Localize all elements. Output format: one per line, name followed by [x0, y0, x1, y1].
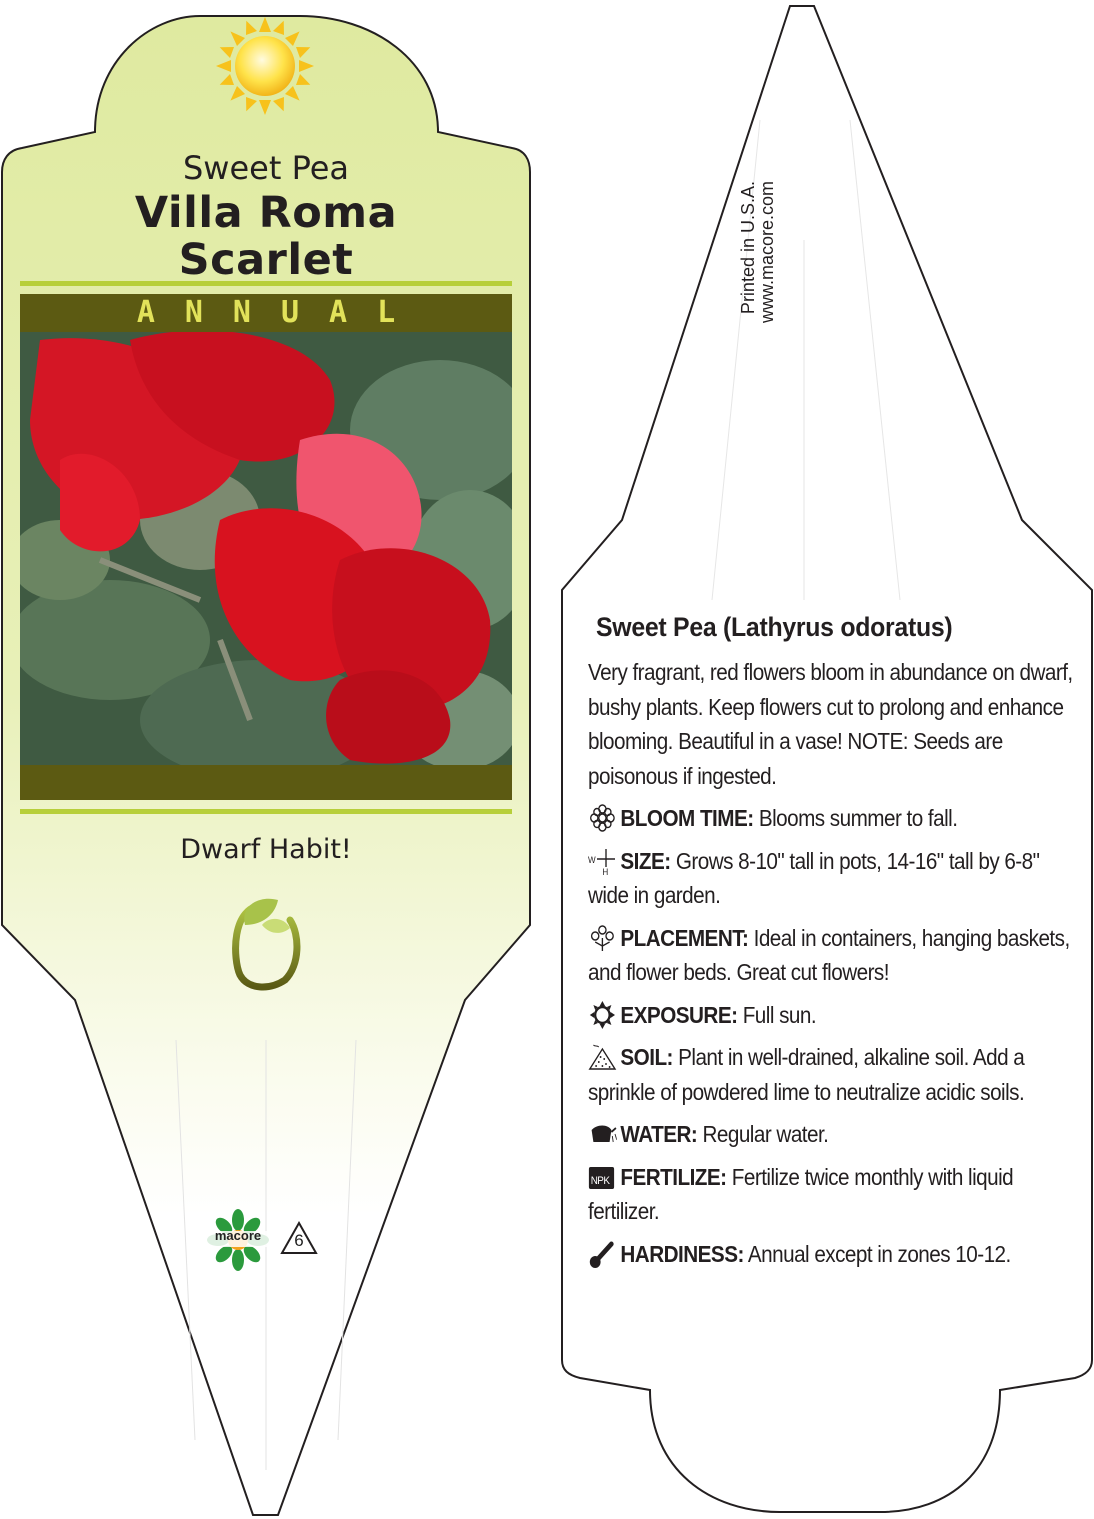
fertilize-label: FERTILIZE: — [620, 1163, 727, 1190]
soil-label: SOIL: — [620, 1044, 673, 1070]
common-name: Sweet Pea — [182, 149, 350, 187]
water-label: WATER: — [620, 1121, 698, 1147]
plant-type-label: ANNUAL — [136, 295, 426, 330]
thermometer-icon — [588, 1240, 617, 1268]
sun-icon — [588, 1001, 617, 1029]
size-label: SIZE: — [620, 847, 671, 874]
care-row-water — [588, 1117, 1074, 1152]
botanical-title: Sweet Pea (Lathyrus odoratus) — [596, 612, 953, 642]
water-text: Regular water. — [702, 1121, 829, 1147]
bloom-text: Blooms summer to fall. — [758, 805, 958, 831]
placement-text: Ideal in containers, hanging baskets, and flower beds. Great cut flowers! — [588, 924, 1070, 985]
feature-callout: Dwarf Habit! — [180, 834, 352, 865]
description: Very fragrant, red flowers bloom in abundance on dwarf, bushy plants. Keep flowers cut to prolong and enhance blooming. Beautiful in a vase! NOTE: Seeds are poisonous if ingested. — [588, 659, 1073, 789]
fertilize-text: Fertilize twice monthly with liquid fertilizer. — [588, 1163, 1014, 1224]
svg-text:W: W — [588, 854, 596, 865]
care-row-size — [588, 844, 1074, 913]
soil-text: Plant in well-drained, alkaline soil. Add a sprinkle of powdered lime to neutralize acidic soils. — [588, 1044, 1025, 1105]
care-row-soil — [588, 1040, 1074, 1109]
printed-in: Printed in U.S.A. — [738, 181, 758, 315]
website: www.macore.com — [757, 181, 777, 324]
care-row-bloom — [588, 801, 1074, 836]
care-row-hardiness — [588, 1237, 1074, 1272]
care-row-exposure — [588, 998, 1074, 1033]
placement-label: PLACEMENT: — [620, 924, 749, 951]
hardiness-text: Annual except in zones 10-12. — [747, 1240, 1011, 1267]
watering-can-icon — [588, 1120, 617, 1148]
care-row-fertilize — [588, 1160, 1074, 1229]
sun-exposure-icon — [216, 17, 314, 115]
npk-text: NPK — [590, 1175, 610, 1187]
hardiness-label: HARDINESS: — [620, 1240, 744, 1267]
variety-name: Villa Roma Scarlet — [134, 188, 398, 285]
placement-icon — [588, 924, 617, 952]
exposure-label: EXPOSURE: — [620, 1001, 738, 1028]
size-text: Grows 8-10" tall in pots, 14-16" tall by 6-8" wide in garden. — [588, 847, 1040, 908]
care-info — [588, 612, 1074, 1271]
flower-photo — [10, 330, 530, 780]
fertilizer-icon — [588, 1163, 617, 1191]
flower-icon — [588, 804, 617, 832]
brand-label: macore — [214, 1228, 262, 1243]
bloom-label: BLOOM TIME: — [620, 805, 754, 831]
care-row-placement — [588, 921, 1074, 990]
soil-icon — [588, 1043, 617, 1071]
size-icon — [588, 847, 617, 875]
print-credit — [739, 0, 781, 351]
svg-text:H: H — [602, 866, 608, 875]
exposure-text: Full sun. — [742, 1001, 817, 1028]
recycle-number: 6 — [294, 1231, 304, 1250]
